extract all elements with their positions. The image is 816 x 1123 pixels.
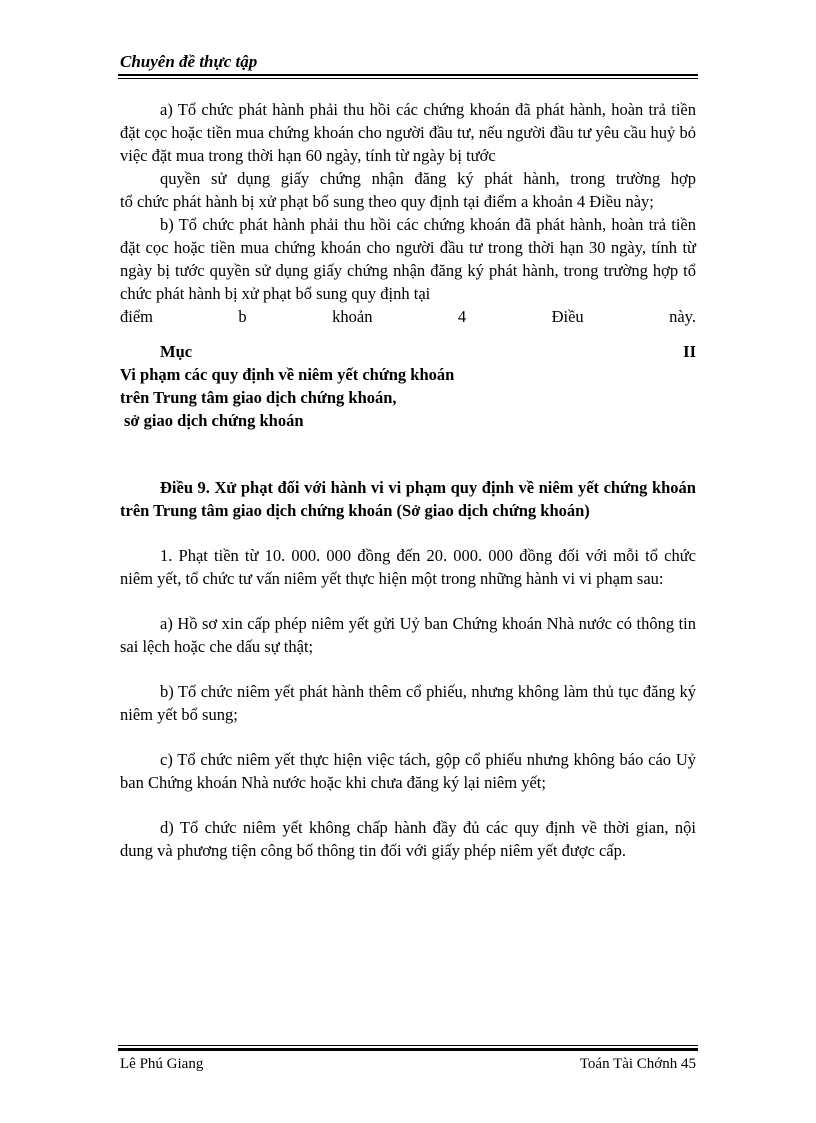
section-muc-label: Mục: [160, 342, 193, 361]
paragraph-a-continuation: quyền sử dụng giấy chứng nhận đăng ký phát hành, trong trường hợp: [160, 169, 696, 188]
page-header-title: Chuyên đề thực tập: [120, 52, 258, 71]
paragraph-a-part1: a) Tổ chức phát hành phải thu hồi các chứng khoán đã phát hành, hoàn trả tiền đặt cọc hoặc tiền mua chứng khoán cho người đầu tư, nếu người đầu tư yêu cầu huỷ bỏ việc đặt mua trong thời hạn 60 ngày, tính từ ngày bị tước: [120, 100, 696, 165]
header-rule-thick: [118, 74, 698, 76]
section-title-line1: Vi phạm các quy định về niêm yết chứng khoán: [120, 365, 455, 384]
section-muc-number: II: [683, 342, 696, 361]
footer-rule-thick: [118, 1048, 698, 1051]
section-title-line2: trên Trung tâm giao dịch chứng khoán,: [120, 388, 397, 407]
header-rule-thin: [118, 78, 698, 79]
footer-author: Lê Phú Giang: [120, 1056, 204, 1072]
clause-1: 1. Phạt tiền từ 10. 000. 000 đồng đến 20. 000. 000 đồng đối với mỗi tổ chức niêm yết, tổ chức tư vấn niêm yết thực hiện một trong những hành vi vi phạm sau:: [120, 546, 696, 588]
section-label-row: [120, 340, 696, 363]
clause-1-item-c: c) Tổ chức niêm yết thực hiện việc tách, gộp cổ phiếu nhưng không báo cáo Uỷ ban Chứng khoán Nhà nước hoặc khi chưa đăng ký lại niêm yết;: [120, 750, 696, 792]
paragraph-a-tail: tổ chức phát hành bị xử phạt bổ sung theo quy định tại điểm a khoản 4 Điều này;: [120, 192, 654, 211]
footer-class-page: Toán Tài Chớnh 45: [579, 1056, 696, 1072]
footer-rule-thin: [118, 1045, 698, 1046]
clause-1-item-b: b) Tổ chức niêm yết phát hành thêm cổ phiếu, nhưng không làm thủ tục đăng ký niêm yết bổ sung;: [120, 682, 696, 724]
paragraph-b-main: b) Tổ chức phát hành phải thu hồi các chứng khoán đã phát hành, hoàn trả tiền đặt cọc hoặc tiền mua chứng khoán cho người đầu tư trong thời hạn 30 ngày, tính từ ngày bị tước quyền sử dụng giấy chứng nhận đăng ký phát hành, trong trường hợp tổ chức phát hành bị xử phạt bổ sung quy định tại: [120, 215, 696, 303]
document-body: [120, 98, 696, 862]
clause-1-item-a: a) Hồ sơ xin cấp phép niêm yết gửi Uỷ ban Chứng khoán Nhà nước có thông tin sai lệch hoặc che dấu sự thật;: [120, 614, 696, 656]
clause-1-item-d: d) Tổ chức niêm yết không chấp hành đầy đủ các quy định về thời gian, nội dung và phương tiện công bố thông tin đối với giấy phép niêm yết được cấp.: [120, 818, 696, 860]
section-title-line3: sở giao dịch chứng khoán: [124, 411, 304, 430]
paragraph-b-last-line: điểm b khoản 4 Điều này.: [120, 307, 696, 326]
article-9-heading: Điều 9. Xử phạt đối với hành vi vi phạm quy định về niêm yết chứng khoán trên Trung tâm giao dịch chứng khoán (Sở giao dịch chứng khoán): [120, 478, 696, 520]
